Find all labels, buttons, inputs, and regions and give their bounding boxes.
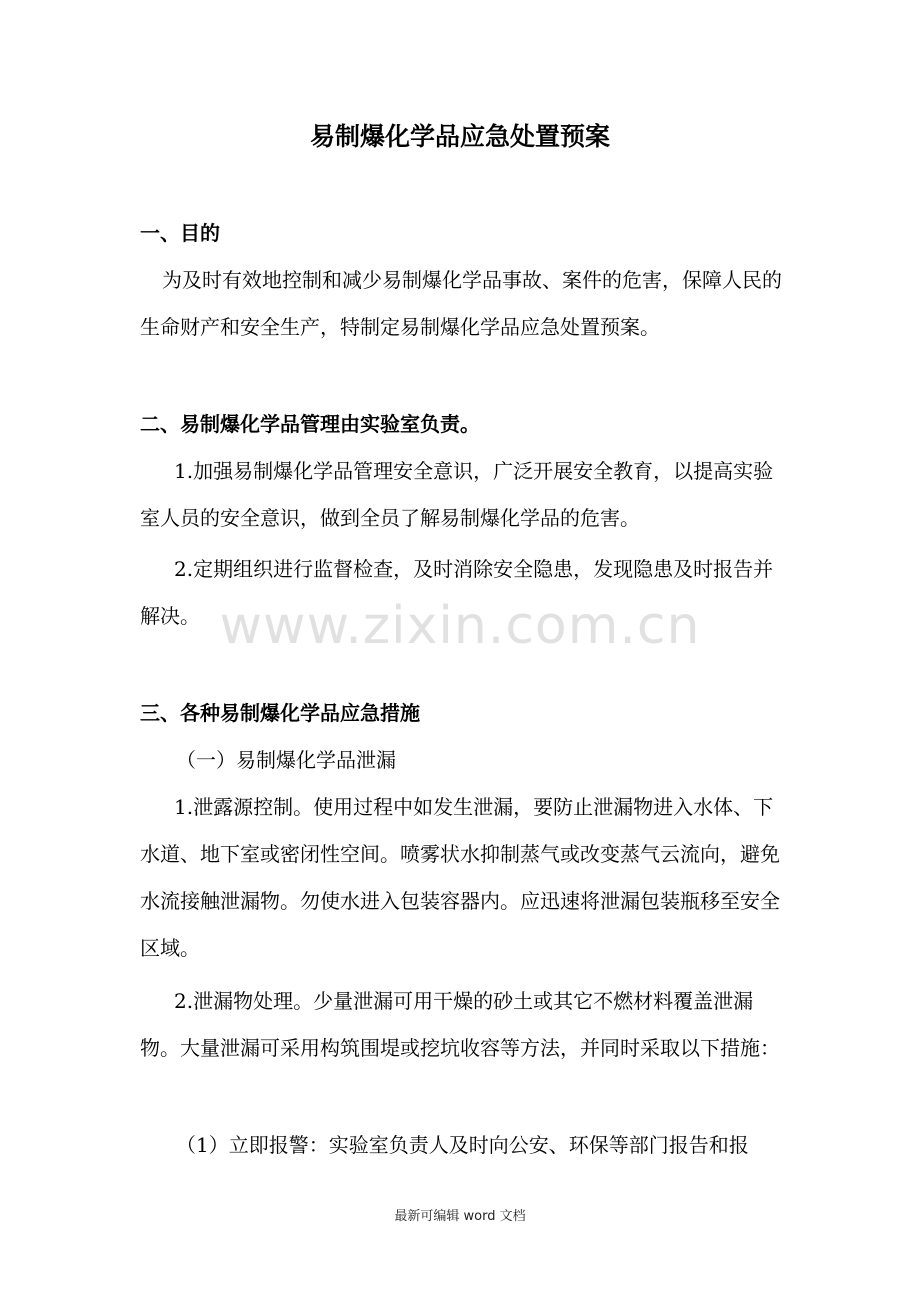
watermark: www.zixin.com.cn [219,596,701,656]
document-title: 易制爆化学品应急处置预案 [309,122,610,151]
section-3-subheading-1: （一）易制爆化学品泄漏 [176,748,396,772]
section-2-item-2: 2.定期组织进行监督检查，及时消除安全隐患，发现隐患及时报告并解决。 [140,557,774,628]
page-footer: 最新可编辑 word 文档 [394,1209,526,1224]
section-2-item-1: 1.加强易制爆化学品管理安全意识，广泛开展安全教育，以提高实验室人员的安全意识，做到全员了解易制爆化学品的危害。 [140,459,774,530]
section-3-item-2: 2.泄漏物处理。少量泄漏可用干燥的砂土或其它不燃材料覆盖泄漏物。大量泄漏可采用构筑围堤或挖坑收容等方法，并同时采取以下措施： [140,989,780,1060]
section-1-heading: 一、目的 [140,221,220,245]
section-1-paragraph: 为及时有效地控制和减少易制爆化学品事故、案件的危害，保障人民的生命财产和安全生产，特制定易制爆化学品应急处置预案。 [140,268,782,339]
section-3-heading: 三、各种易制爆化学品应急措施 [140,701,420,725]
section-2-heading: 二、易制爆化学品管理由实验室负责。 [140,412,480,436]
section-3-item-1: 1.泄露源控制。使用过程中如发生泄漏，要防止泄漏物进入水体、下水道、地下室或密闭性空间。喷雾状水抑制蒸气或改变蒸气云流向，避免水流接触泄漏物。勿使水进入包装容器内。应迅速将泄漏包装瓶移至安全区域。 [140,795,780,960]
section-3-item-2-1: （1）立即报警：实验室负责人及时向公安、环保等部门报告和报 [176,1133,749,1157]
